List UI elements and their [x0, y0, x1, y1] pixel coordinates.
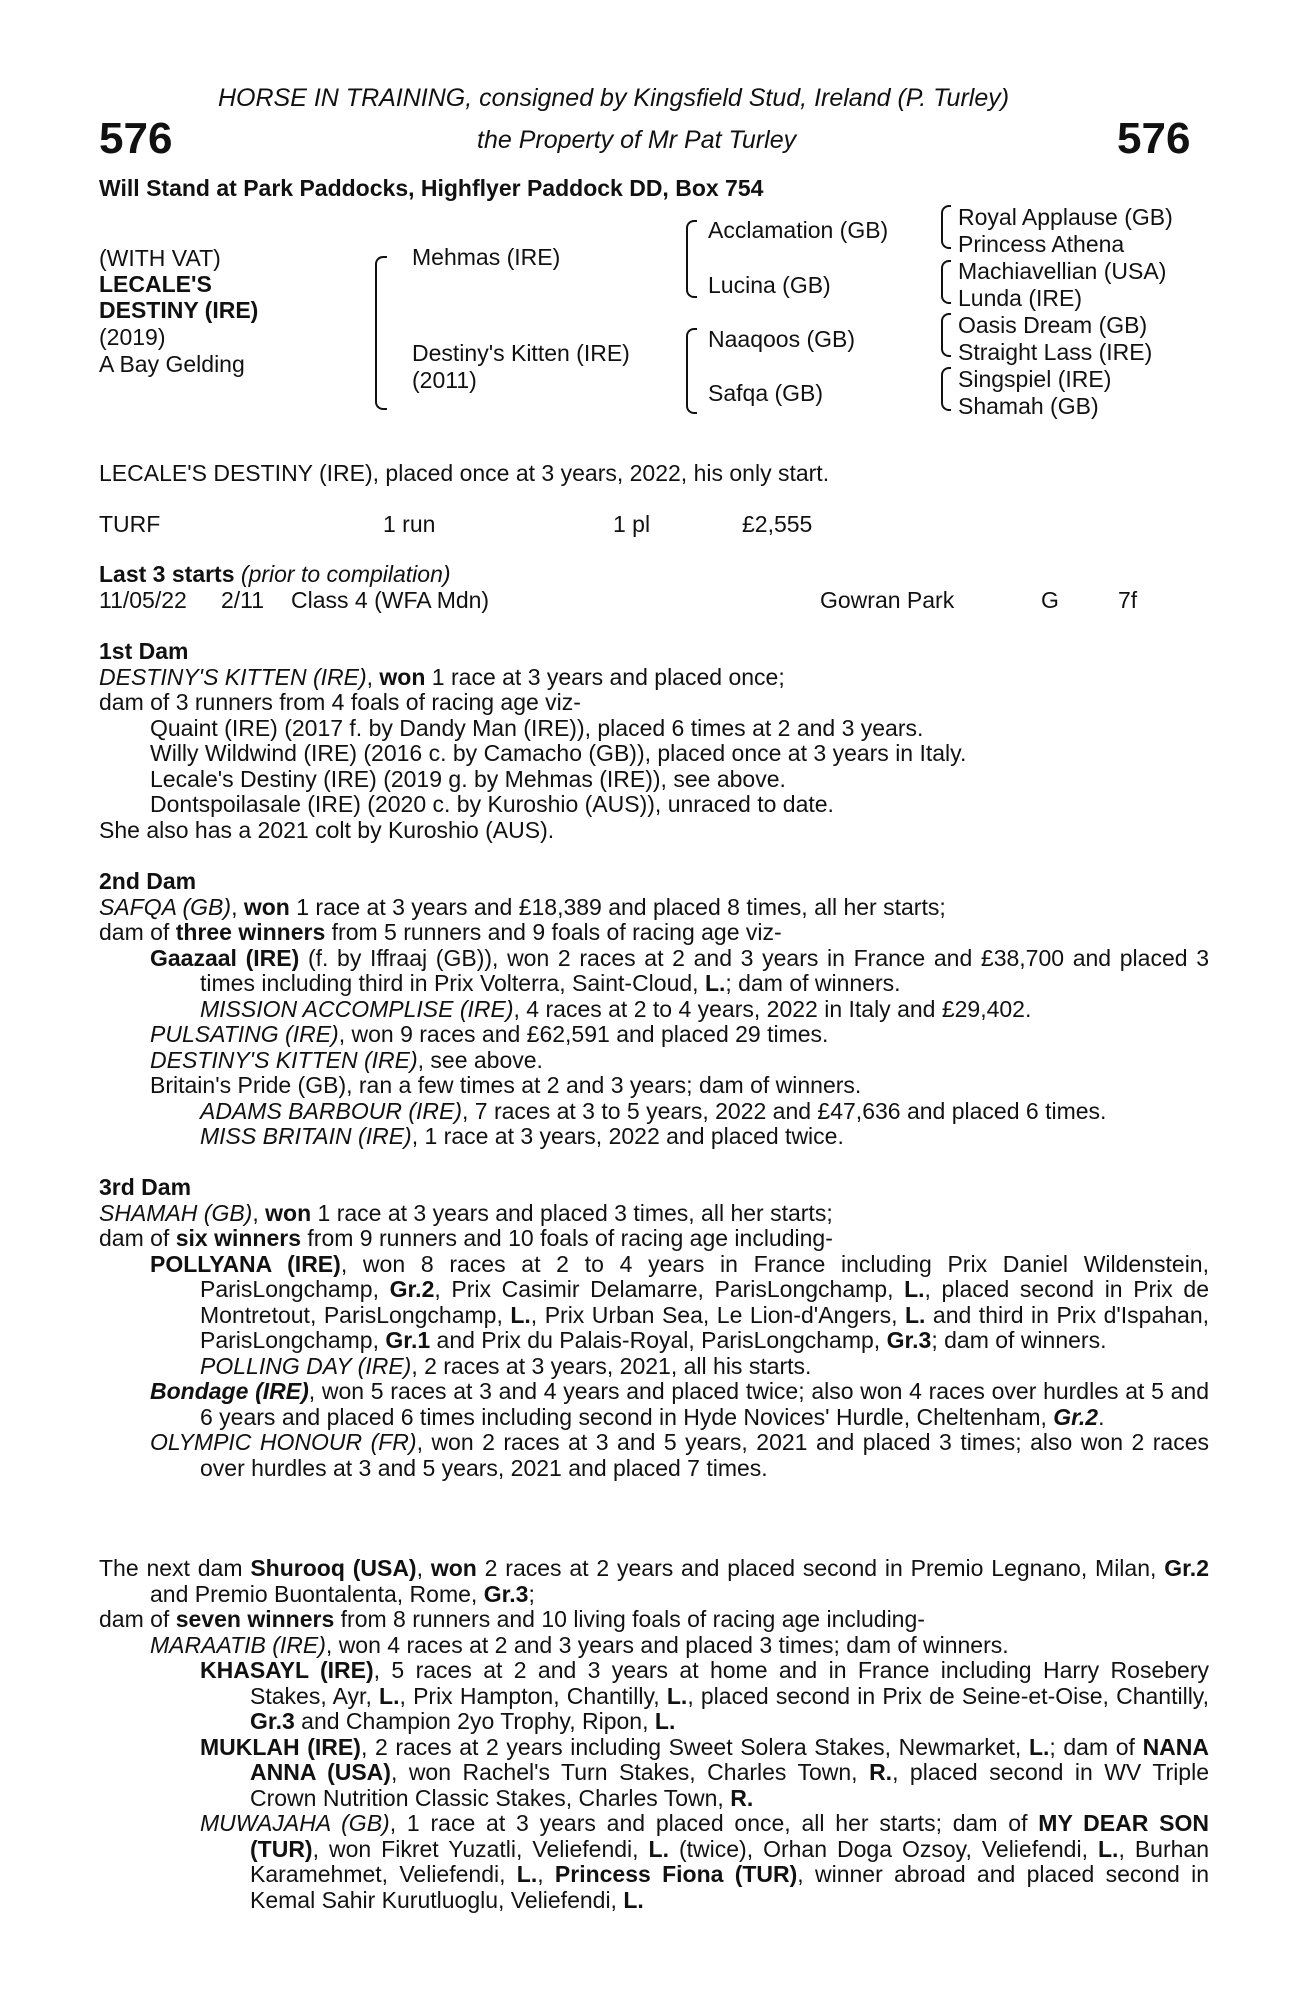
pedigree-dam-dam: Safqa (GB) — [708, 380, 824, 406]
produce-muwajaha: MUWAJAHA (GB), 1 race at 3 years and placed once, all her starts; dam of MY DEAR SON (TUR), won Fikret Yuzatli, Veliefendi, L. (twice), Orhan Doga Ozsoy, Veliefendi, L., Burhan Karamehmet, Veliefendi, L., Princess Fiona (TUR), winner abroad and placed second in Kemal Sahir Kurutluoglu, Veliefendi, L. — [200, 1810, 1209, 1913]
record-earnings: £2,555 — [742, 511, 813, 537]
first-dam-title: 1st Dam — [99, 638, 189, 664]
pedigree-brace-ds — [941, 313, 951, 357]
pedigree-sire-sire: Acclamation (GB) — [708, 217, 889, 243]
pedigree-brace-dd — [941, 367, 951, 411]
second-dam-section — [99, 869, 1209, 1150]
first-dam-section — [99, 639, 1209, 843]
third-dam-title: 3rd Dam — [99, 1174, 192, 1200]
third-dam-line: SHAMAH (GB), won 1 race at 3 years and placed 3 times, all her starts; — [99, 1199, 833, 1226]
produce-bondage: Bondage (IRE), won 5 races at 3 and 4 years and placed twice; also won 4 races over hurdles at 5 and 6 years and placed 6 times including second in Hyde Novices' Hurdle, Cheltenham, Gr.2. — [150, 1378, 1210, 1430]
produce-lecales-destiny: Lecale's Destiny (IRE) (2019 g. by Mehmas (IRE)), see above. — [150, 765, 786, 792]
pedigree-brace-sd — [941, 260, 951, 304]
record-runs: 1 run — [383, 511, 436, 537]
pedigree-dam-sire: Naaqoos (GB) — [708, 326, 856, 352]
property-line: the Property of Mr Pat Turley — [477, 126, 797, 154]
horse-year: (2019) — [99, 324, 166, 350]
next-dam-produce-intro: dam of seven winners from 8 runners and 10 living foals of racing age including- — [99, 1606, 925, 1632]
pedigree-ddd: Shamah (GB) — [958, 393, 1099, 419]
record-placed: 1 pl — [613, 511, 651, 537]
pedigree-brace-sire — [686, 220, 697, 298]
pedigree-ssd: Princess Athena — [958, 231, 1125, 257]
third-dam-produce-intro: dam of six winners from 9 runners and 10 foals of racing age including- — [99, 1225, 833, 1251]
produce-olympic-honour: OLYMPIC HONOUR (FR), won 2 races at 3 and 5 years, 2021 and placed 3 times; also won 2 races over hurdles at 3 and 5 years, 2021 and placed 7 times. — [150, 1429, 1210, 1481]
pedigree-sire-dam: Lucina (GB) — [708, 272, 831, 298]
second-dam-title: 2nd Dam — [99, 868, 197, 894]
pedigree-dam-year: (2011) — [412, 367, 477, 393]
record-surface: TURF — [99, 511, 161, 537]
next-dam-section — [99, 1556, 1209, 1913]
start-course: Gowran Park — [820, 587, 955, 613]
start-going: G — [1041, 587, 1059, 613]
produce-muklah: MUKLAH (IRE), 2 races at 2 years including Sweet Solera Stakes, Newmarket, L.; dam of NANA ANNA (USA), won Rachel's Turn Stakes, Charles Town, R., placed second in WV Triple Crown Nutrition Classic Stakes, Charles Town, R. — [200, 1733, 1210, 1811]
produce-destinys-kitten: DESTINY'S KITTEN (IRE), see above. — [150, 1046, 543, 1073]
pedigree-sds: Machiavellian (USA) — [958, 258, 1167, 284]
produce-khasayl: KHASAYL (IRE), 5 races at 2 and 3 years at home and in France including Harry Rosebery Stakes, Ayr, L., Prix Hampton, Chantilly, L., placed second in Prix de Seine-et-Oise, Chantilly, Gr.3 and Champion 2yo Trophy, Ripon, L. — [200, 1657, 1209, 1734]
lot-number-left: 576 — [99, 114, 173, 163]
race-summary: LECALE'S DESTINY (IRE), placed once at 3 years, 2022, his only start. — [99, 460, 830, 486]
produce-pulsating: PULSATING (IRE), won 9 races and £62,591 and placed 29 times. — [150, 1021, 829, 1047]
produce-dontspoilasale: Dontspoilasale (IRE) (2020 c. by Kuroshio (AUS)), unraced to date. — [150, 791, 834, 817]
second-dam-produce-intro: dam of three winners from 5 runners and 9 foals of racing age viz- — [99, 919, 782, 945]
pedigree-dss: Oasis Dream (GB) — [958, 312, 1148, 338]
produce-mission-accomplise: MISSION ACCOMPLISE (IRE), 4 races at 2 to 4 years, 2022 in Italy and £29,402. — [200, 995, 1032, 1022]
start-position: 2/11 — [221, 587, 265, 613]
pedigree-sdd: Lunda (IRE) — [958, 285, 1083, 311]
pedigree-dam: Destiny's Kitten (IRE) — [412, 340, 630, 366]
start-date: 11/05/22 — [99, 587, 187, 613]
horse-description: A Bay Gelding — [99, 351, 245, 377]
third-dam-section — [99, 1175, 1209, 1481]
pedigree-sire: Mehmas (IRE) — [412, 244, 561, 270]
next-dam-line: The next dam Shurooq (USA), won 2 races at 2 years and placed second in Premio Legnano, Milan, Gr.2 and Premio Buontalenta, Rome, Gr.3; — [99, 1555, 1209, 1607]
pedigree-dds: Singspiel (IRE) — [958, 366, 1112, 392]
last-starts-note: (prior to compilation) — [240, 561, 451, 587]
produce-pollyana: POLLYANA (IRE), won 8 races at 2 to 4 years in France including Prix Daniel Wildenstein, ParisLongchamp, Gr.2, Prix Casimir Delamarre, ParisLongchamp, L., placed second in Prix de Montretout, ParisLongchamp, L., Prix Urban Sea, Le Lion-d'Angers, L. and third in Prix d'Ispahan, ParisLongchamp, Gr.1 and Prix du Palais-Royal, ParisLongchamp, Gr.3; dam of winners. — [150, 1250, 1209, 1353]
produce-britains-pride: Britain's Pride (GB), ran a few times at 2 and 3 years; dam of winners. — [150, 1072, 862, 1098]
second-dam-line: SAFQA (GB), won 1 race at 3 years and £18,389 and placed 8 times, all her starts; — [99, 893, 946, 920]
last-starts-heading — [99, 562, 451, 588]
produce-polling-day: POLLING DAY (IRE), 2 races at 3 years, 2021, all his starts. — [200, 1352, 812, 1379]
first-dam-line: DESTINY'S KITTEN (IRE), won 1 race at 3 years and placed once; — [99, 663, 785, 690]
lot-number-right: 576 — [1117, 114, 1191, 163]
horse-name-line2: DESTINY (IRE) — [99, 297, 259, 323]
produce-miss-britain: MISS BRITAIN (IRE), 1 race at 3 years, 2022 and placed twice. — [200, 1123, 844, 1149]
pedigree-brace-ss — [941, 205, 951, 249]
produce-maraatib: MARAATIB (IRE), won 4 races at 2 and 3 years and placed 3 times; dam of winners. — [150, 1631, 1009, 1658]
pedigree-brace-dam — [686, 328, 697, 414]
produce-2021-colt: She also has a 2021 colt by Kuroshio (AUS). — [99, 816, 555, 843]
produce-quaint: Quaint (IRE) (2017 f. by Dandy Man (IRE)), placed 6 times at 2 and 3 years. — [150, 714, 924, 741]
horse-name-line1: LECALE'S — [99, 271, 212, 297]
last-starts-title: Last 3 starts — [99, 561, 235, 587]
pedigree-sss: Royal Applause (GB) — [958, 204, 1173, 230]
produce-willy-wildwind: Willy Wildwind (IRE) (2016 c. by Camacho (GB)), placed once at 3 years in Italy. — [150, 740, 967, 766]
horse-vat: (WITH VAT) — [99, 245, 221, 271]
pedigree-brace-main — [375, 256, 387, 410]
produce-adams-barbour: ADAMS BARBOUR (IRE), 7 races at 3 to 5 years, 2022 and £47,636 and placed 6 times. — [200, 1097, 1107, 1124]
first-dam-produce-intro: dam of 3 runners from 4 foals of racing age viz- — [99, 689, 581, 715]
start-class: Class 4 (WFA Mdn) — [291, 587, 490, 613]
start-distance: 7f — [1118, 587, 1138, 613]
consignor-line: HORSE IN TRAINING, consigned by Kingsfield Stud, Ireland (P. Turley) — [218, 84, 1010, 112]
pedigree-dsd: Straight Lass (IRE) — [958, 339, 1153, 365]
produce-gaazaal: Gaazaal (IRE) (f. by Iffraaj (GB)), won 2 races at 2 and 3 years in France and £38,700 and placed 3 times including third in Prix Volterra, Saint-Cloud, L.; dam of winners. — [150, 944, 1209, 996]
stand-location: Will Stand at Park Paddocks, Highflyer Paddock DD, Box 754 — [99, 175, 764, 201]
